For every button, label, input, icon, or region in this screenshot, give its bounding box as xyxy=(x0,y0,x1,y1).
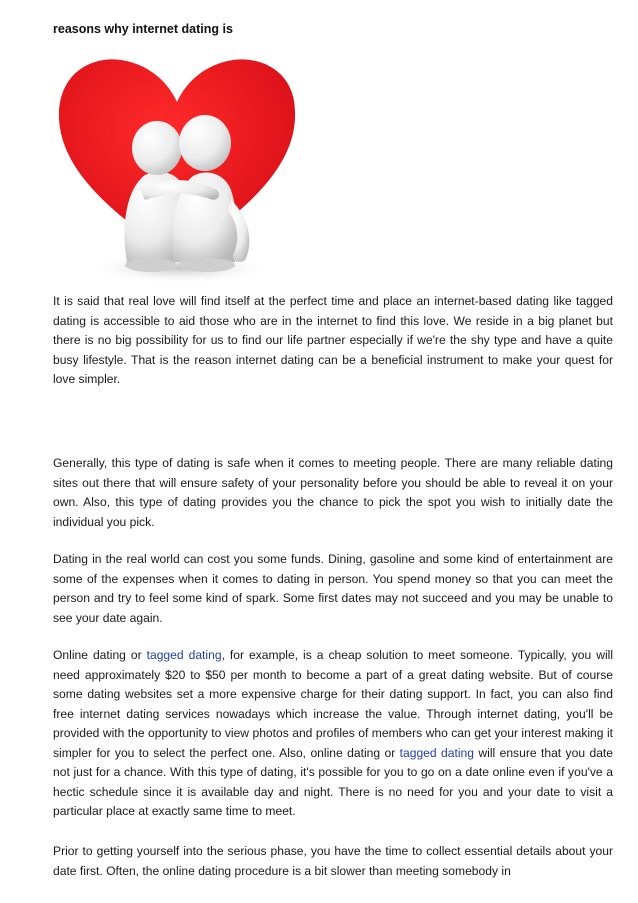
paragraph-cost: Dating in the real world can cost you some funds. Dining, gasoline and some kind of entertainment are some of the expenses when it comes to dating in person. You spend money so that you can meet the person and try to feel some kind of spark. Some first dates may not succeed and you may be unable to see your date again. xyxy=(53,552,613,625)
paragraph-text: , for example, is a cheap solution to meet someone. Typically, you will need approximately $20 to $50 per month to become a part of a great dating website. But of course some dating websites set a more expensive charge for their dating support. In fact, you can also find free internet dating services nowadays which increase the value. Through internet dating, you'll be provided with the opportunity to view photos and profiles of members who can get your interest making it simpler for you to select the perfect one. Also, online dating or xyxy=(53,648,614,760)
paragraph-intro: It is said that real love will find itself at the perfect time and place an internet-based dating like tagged dating is accessible to aid those who are in the internet to find this love. We reside in a big planet but there is no big possibility for us to find our life partner especially if we're the shy type and have a quite busy lifestyle. That is the reason internet dating can be a beneficial instrument to make your quest for love simpler. xyxy=(53,294,613,386)
paragraph-safety: Generally, this type of dating is safe when it comes to meeting people. There are many reliable dating sites out there that will ensure safety of your personality before you should be able to reveal it on your own. Also, this type of dating provides you the chance to pick the spot you wish to initially date the individual you pick. xyxy=(53,456,613,529)
paragraph-online-dating xyxy=(53,646,613,822)
paragraph-text: Online dating or xyxy=(53,648,147,662)
paragraph-text: will ensure that you date not just for a chance. With this type of dating, it's possible for you to go on a date online even if you've a hectic schedule since it is available day and night. There is no need for you and your date to visit a particular place at exactly same time to meet. xyxy=(53,745,614,818)
paragraph-details: Prior to getting yourself into the serious phase, you have the time to collect essential details about your date first. Often, the online dating procedure is a bit slower than meeting somebody in xyxy=(53,844,613,878)
couple-heart-illustration xyxy=(55,50,300,290)
tagged-dating-link[interactable]: tagged dating xyxy=(146,648,222,662)
page-title: reasons why internet dating is xyxy=(53,22,233,36)
tagged-dating-link[interactable]: tagged dating xyxy=(399,745,474,760)
